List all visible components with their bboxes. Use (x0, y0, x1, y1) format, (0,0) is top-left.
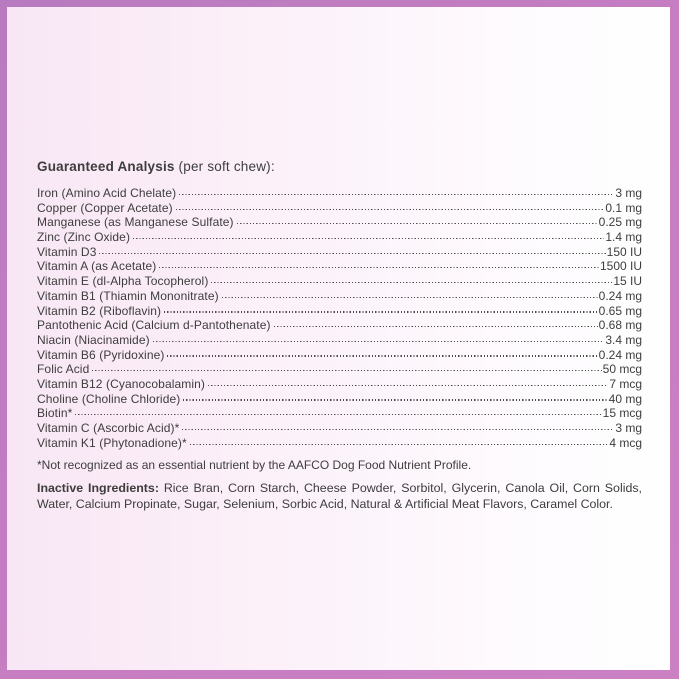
inactive-ingredients (37, 481, 642, 512)
nutrient-value: 0.24 mg (598, 347, 642, 362)
nutrient-value: 0.68 mg (598, 318, 642, 333)
table-row (37, 259, 642, 274)
nutrient-value: 3 mg (615, 186, 642, 200)
table-row (37, 392, 642, 407)
nutrient-value: 3 mg (615, 421, 642, 435)
nutrient-value: 4 mcg (609, 435, 642, 450)
nutrient-value: 0.25 mg (598, 215, 642, 230)
analysis-table (37, 186, 642, 450)
table-row (37, 304, 642, 319)
nutrient-value: 0.1 mg (605, 200, 642, 215)
nutrient-name: Manganese (as Manganese Sulfate) (37, 215, 234, 230)
nutrient-value: 15 IU (613, 274, 642, 289)
nutrient-name: Vitamin C (Ascorbic Acid)* (37, 421, 180, 435)
nutrient-name: Choline (Choline Chloride) (37, 391, 181, 406)
nutrient-name: Copper (Copper Acetate) (37, 200, 173, 215)
title-suffix: (per soft chew): (174, 159, 275, 174)
aafco-footnote: *Not recognized as an essential nutrient by the AAFCO Dog Food Nutrient Profile. (37, 458, 472, 473)
nutrient-value: 7 mcg (609, 376, 642, 391)
guaranteed-analysis-title (37, 159, 642, 175)
nutrient-name: Vitamin D3 (37, 244, 97, 259)
title-text: Guaranteed Analysis (37, 159, 175, 174)
nutrient-name: Iron (Amino Acid Chelate) (37, 186, 177, 200)
nutrient-name: Niacin (Niacinamide) (37, 332, 150, 347)
nutrient-name: Vitamin K1 (Phytonadione)* (37, 435, 187, 450)
nutrient-name: Vitamin B1 (Thiamin Mononitrate) (37, 288, 219, 303)
table-row (37, 421, 642, 436)
table-row (37, 362, 642, 377)
table-row (37, 348, 642, 363)
table-row (37, 333, 642, 348)
table-row (37, 406, 642, 421)
table-row (37, 318, 642, 333)
nutrient-value: 15 mcg (602, 406, 642, 421)
nutrient-value: 0.65 mg (598, 303, 642, 318)
nutrient-value: 1500 IU (599, 259, 642, 274)
table-row (37, 245, 642, 260)
table-row (37, 289, 642, 304)
label-content (37, 159, 642, 513)
table-row (37, 201, 642, 216)
table-row (37, 377, 642, 392)
table-row (37, 186, 642, 201)
nutrient-value: 3.4 mg (605, 332, 642, 347)
nutrient-name: Vitamin B12 (Cyanocobalamin) (37, 376, 205, 391)
inactive-ingredients-text: Rice Bran, Corn Starch, Cheese Powder, Sorbitol, Glycerin, Canola Oil, Corn Solids, Water, Calcium Propinate, Sugar, Selenium, Sorbic Acid, Natural & Artificial Meat Flavors, Caramel Color. (37, 481, 642, 511)
table-row (37, 230, 642, 245)
label-background (7, 7, 670, 670)
nutrient-name: Zinc (Zinc Oxide) (37, 230, 131, 245)
nutrient-value: 40 mg (608, 391, 642, 406)
nutrient-name: Folic Acid (37, 362, 90, 377)
nutrient-name: Vitamin B2 (Riboflavin) (37, 303, 162, 318)
nutrient-value: 0.24 mg (598, 288, 642, 303)
table-row (37, 436, 642, 451)
nutrient-value: 1.4 mg (605, 230, 642, 245)
table-row (37, 274, 642, 289)
nutrient-value: 50 mcg (602, 362, 642, 377)
nutrient-name: Biotin* (37, 406, 73, 421)
nutrient-name: Vitamin A (as Acetate) (37, 259, 157, 274)
nutrient-value: 150 IU (606, 244, 642, 259)
inactive-ingredients-label: Inactive Ingredients: (37, 481, 159, 496)
nutrient-name: Pantothenic Acid (Calcium d-Pantothenate) (37, 318, 271, 333)
table-row (37, 215, 642, 230)
nutrient-name: Vitamin B6 (Pyridoxine) (37, 347, 165, 362)
nutrient-name: Vitamin E (dl-Alpha Tocopherol) (37, 274, 209, 289)
